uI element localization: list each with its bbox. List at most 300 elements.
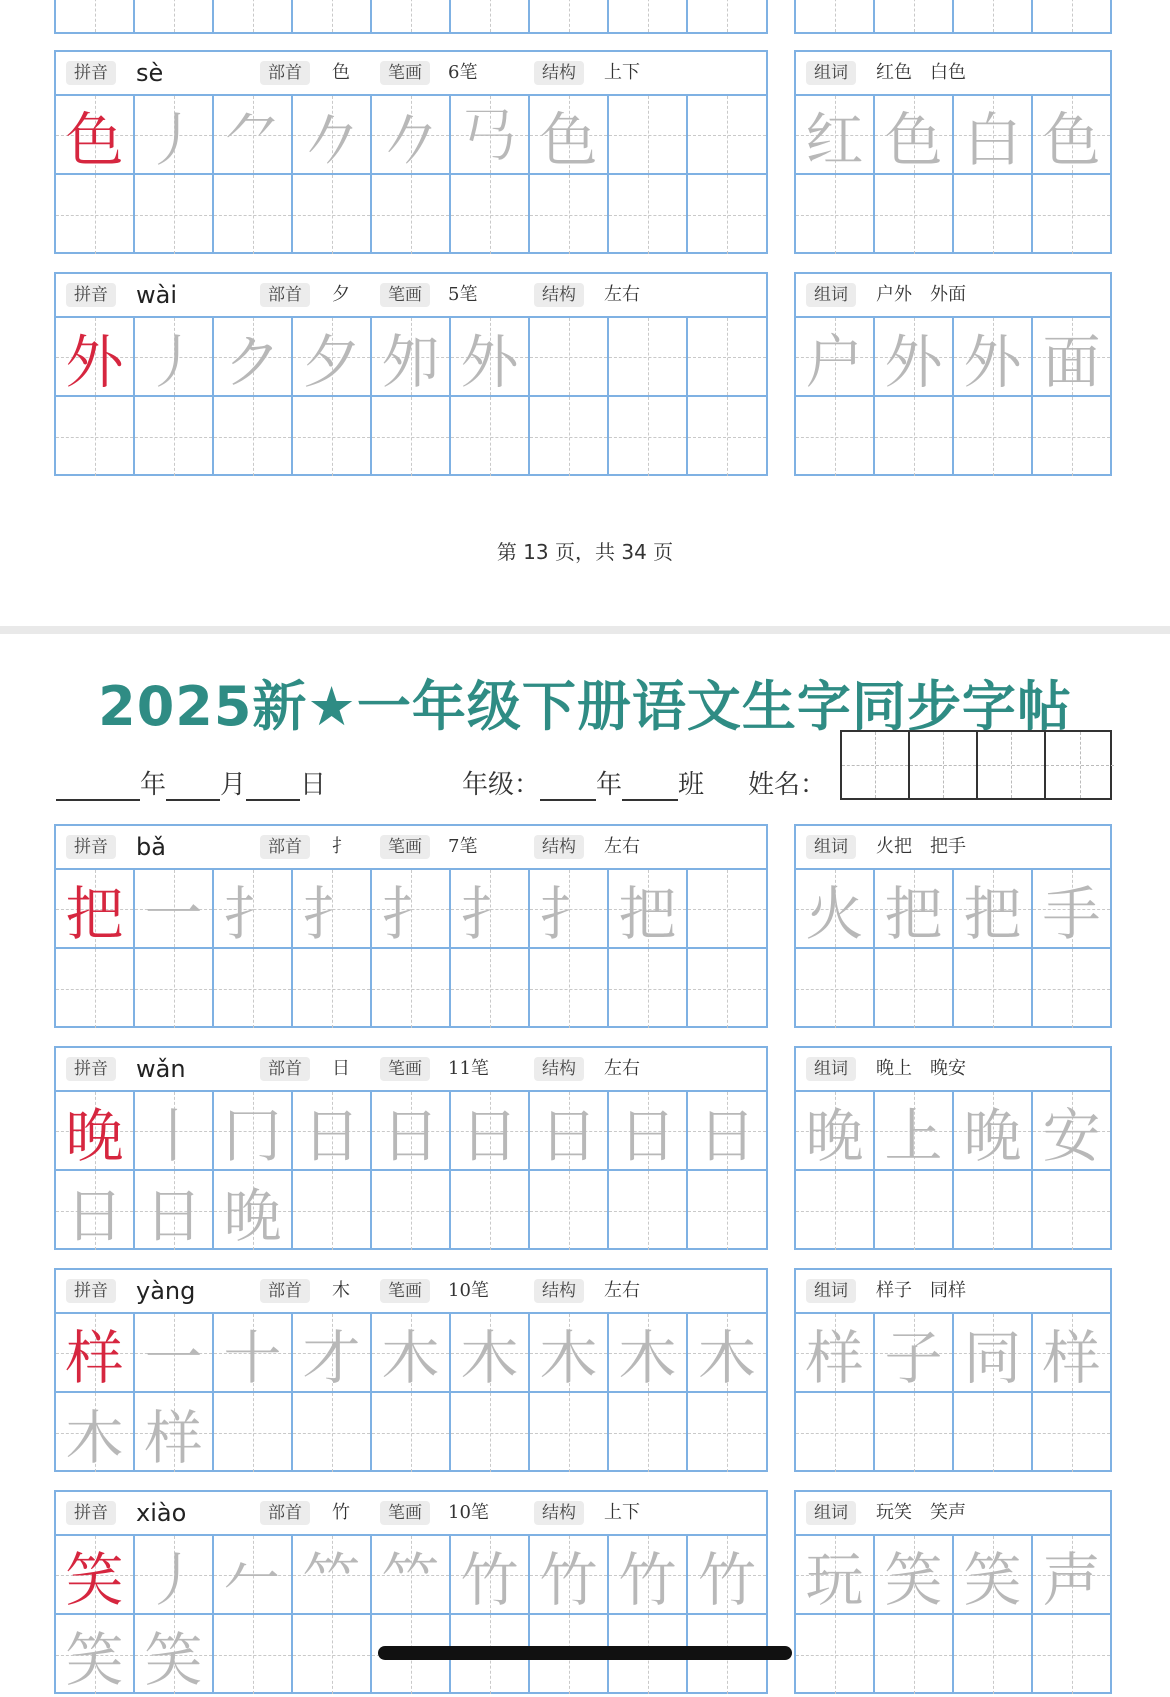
name-writing-box[interactable] xyxy=(840,730,1112,800)
day-label: 日 xyxy=(300,770,327,800)
writing-cell[interactable] xyxy=(688,175,766,254)
radical-tag: 部首 xyxy=(260,283,310,307)
word-trace-character: 样 xyxy=(1042,1323,1101,1392)
stroke-order-character: 丨 xyxy=(144,1101,203,1170)
word-writing-cell[interactable] xyxy=(875,1171,954,1250)
writing-cell[interactable] xyxy=(530,175,609,254)
word-writing-cell[interactable] xyxy=(954,1615,1033,1694)
writing-cell[interactable] xyxy=(214,949,293,1028)
words-tag: 组词 xyxy=(806,1279,856,1303)
stroke-order-character: 𠂊 xyxy=(302,105,361,174)
writing-cell[interactable] xyxy=(609,96,688,175)
character-info-header xyxy=(56,1270,766,1314)
word-writing-cell[interactable] xyxy=(796,96,875,175)
character-practice-block xyxy=(54,1268,768,1472)
word-writing-cell[interactable] xyxy=(875,1092,954,1171)
stroke-order-character: 夘 xyxy=(381,327,440,396)
writing-cell[interactable] xyxy=(688,1092,766,1171)
word-header xyxy=(796,826,1110,870)
word-writing-cell[interactable] xyxy=(1033,1314,1110,1393)
word-writing-cell[interactable] xyxy=(1033,397,1110,476)
writing-cell[interactable] xyxy=(214,318,293,397)
pinyin-value: bǎ xyxy=(136,833,166,861)
word-writing-cell[interactable] xyxy=(954,1393,1033,1472)
stroke-order-character: 日 xyxy=(697,1101,756,1170)
writing-cell[interactable] xyxy=(372,175,451,254)
stroke-order-character: 𢎘 xyxy=(460,102,519,170)
grade-label: 年级： xyxy=(462,770,541,800)
structure-tag: 结构 xyxy=(534,283,584,307)
writing-cell[interactable] xyxy=(688,318,766,397)
writing-cell[interactable] xyxy=(688,949,766,1028)
word-trace-character: 同 xyxy=(963,1323,1022,1392)
writing-cell[interactable] xyxy=(56,949,135,1028)
writing-cell[interactable] xyxy=(293,1092,372,1171)
writing-cell[interactable] xyxy=(372,96,451,175)
writing-cell[interactable] xyxy=(135,1314,214,1393)
structure-tag: 结构 xyxy=(534,1057,584,1081)
writing-cell[interactable] xyxy=(372,949,451,1028)
strokes-value: 5笔 xyxy=(448,284,478,305)
writing-cell[interactable] xyxy=(56,1314,135,1393)
character-info-header xyxy=(56,1048,766,1092)
pinyin-value: wǎn xyxy=(136,1055,186,1083)
stroke-order-character: 日 xyxy=(539,1101,598,1170)
word-writing-cell[interactable] xyxy=(796,1171,875,1250)
writing-cell[interactable] xyxy=(688,870,766,949)
stroke-order-character: 日 xyxy=(618,1101,677,1170)
word-trace-character: 白 xyxy=(963,105,1022,174)
writing-cell[interactable] xyxy=(135,397,214,476)
writing-cell[interactable] xyxy=(609,1092,688,1171)
stroke-order-character: 晚 xyxy=(223,1181,282,1250)
writing-cell[interactable] xyxy=(135,870,214,949)
writing-cell[interactable] xyxy=(609,397,688,476)
word-trace-character: 外 xyxy=(963,327,1022,396)
word-writing-cell[interactable] xyxy=(875,397,954,476)
word-trace-character: 户 xyxy=(805,327,864,396)
writing-cell[interactable] xyxy=(293,1615,372,1694)
pinyin-tag: 拼音 xyxy=(66,1501,116,1525)
writing-cell[interactable] xyxy=(56,1171,135,1250)
class-label: 班 xyxy=(678,770,705,800)
radical-value: 木 xyxy=(332,1280,350,1301)
word-trace-character: 样 xyxy=(805,1323,864,1392)
writing-cell[interactable] xyxy=(293,397,372,476)
structure-value: 上下 xyxy=(604,1502,640,1523)
worksheet-page-14 xyxy=(0,634,1170,1694)
stroke-order-character: 才 xyxy=(302,1323,361,1392)
writing-cell[interactable] xyxy=(530,1393,609,1472)
word-writing-cell[interactable] xyxy=(796,1314,875,1393)
radical-value: 日 xyxy=(332,1058,350,1079)
writing-cell[interactable] xyxy=(293,1314,372,1393)
word-writing-cell[interactable] xyxy=(954,870,1033,949)
word-practice-block xyxy=(794,50,1112,254)
structure-tag: 结构 xyxy=(534,1279,584,1303)
word-trace-character: 笑 xyxy=(963,1545,1022,1614)
word-writing-cell[interactable] xyxy=(875,870,954,949)
words-value: 户外 外面 xyxy=(876,284,966,305)
word-trace-character: 笑 xyxy=(884,1545,943,1614)
stroke-order-character: 一 xyxy=(144,879,203,948)
writing-cell[interactable] xyxy=(688,1393,766,1472)
stroke-order-character: 木 xyxy=(460,1323,519,1392)
writing-cell[interactable] xyxy=(293,870,372,949)
model-character: 外 xyxy=(65,327,124,396)
writing-cell[interactable] xyxy=(293,949,372,1028)
word-trace-character: 红 xyxy=(805,105,864,174)
word-writing-cell[interactable] xyxy=(875,175,954,254)
word-writing-cell[interactable] xyxy=(796,1536,875,1615)
word-writing-cell[interactable] xyxy=(1033,1615,1110,1694)
writing-cell[interactable] xyxy=(293,96,372,175)
writing-cell[interactable] xyxy=(530,1092,609,1171)
writing-cell[interactable] xyxy=(372,1171,451,1250)
strokes-value: 10笔 xyxy=(448,1280,489,1301)
character-info-header xyxy=(56,826,766,870)
stroke-order-character: 外 xyxy=(460,327,519,396)
writing-cell[interactable] xyxy=(451,1314,530,1393)
writing-cell[interactable] xyxy=(688,1171,766,1250)
stroke-order-character: 日 xyxy=(381,1101,440,1170)
writing-cell[interactable] xyxy=(135,1393,214,1472)
word-writing-cell[interactable] xyxy=(796,397,875,476)
writing-cell[interactable] xyxy=(214,1314,293,1393)
writing-cell[interactable] xyxy=(530,1171,609,1250)
date-line xyxy=(56,764,326,801)
writing-cell[interactable] xyxy=(56,1092,135,1171)
word-writing-cell[interactable] xyxy=(954,949,1033,1028)
word-practice-block xyxy=(794,1268,1112,1472)
writing-cell[interactable] xyxy=(214,1393,293,1472)
pinyin-tag: 拼音 xyxy=(66,61,116,85)
writing-cell[interactable] xyxy=(135,949,214,1028)
writing-cell[interactable] xyxy=(451,1393,530,1472)
page-number: 第 13 页，共 34 页 xyxy=(496,540,674,564)
stroke-order-character: 木 xyxy=(697,1323,756,1392)
words-tag: 组词 xyxy=(806,61,856,85)
word-writing-cell[interactable] xyxy=(796,318,875,397)
writing-cell[interactable] xyxy=(56,1615,135,1694)
strokes-tag: 笔画 xyxy=(380,1279,430,1303)
word-header xyxy=(796,1270,1110,1314)
word-trace-character: 子 xyxy=(884,1323,943,1392)
writing-cell[interactable] xyxy=(135,318,214,397)
stroke-order-character: 日 xyxy=(144,1181,203,1250)
word-writing-cell[interactable] xyxy=(954,96,1033,175)
words-value: 玩笑 笑声 xyxy=(876,1502,966,1523)
word-trace-character: 面 xyxy=(1042,327,1101,396)
word-writing-cell[interactable] xyxy=(875,1314,954,1393)
word-writing-cell[interactable] xyxy=(1033,1092,1110,1171)
writing-cell[interactable] xyxy=(451,96,530,175)
radical-value: 夕 xyxy=(332,284,350,305)
word-writing-cell[interactable] xyxy=(954,1314,1033,1393)
writing-cell[interactable] xyxy=(135,1615,214,1694)
pinyin-tag: 拼音 xyxy=(66,283,116,307)
writing-cell[interactable] xyxy=(530,397,609,476)
stroke-order-character: 竹 xyxy=(460,1545,519,1614)
writing-cell[interactable] xyxy=(609,870,688,949)
writing-cell[interactable] xyxy=(372,870,451,949)
writing-cell[interactable] xyxy=(214,397,293,476)
writing-cell[interactable] xyxy=(530,1314,609,1393)
strokes-tag: 笔画 xyxy=(380,283,430,307)
writing-cell[interactable] xyxy=(609,949,688,1028)
cut-off-word-row xyxy=(794,0,1112,34)
word-writing-cell[interactable] xyxy=(796,1393,875,1472)
writing-cell[interactable] xyxy=(135,1536,214,1615)
structure-tag: 结构 xyxy=(534,61,584,85)
word-writing-cell[interactable] xyxy=(1033,870,1110,949)
word-writing-cell[interactable] xyxy=(954,1092,1033,1171)
writing-cell[interactable] xyxy=(530,870,609,949)
stroke-order-character: 丿 xyxy=(144,1545,203,1614)
word-trace-character: 把 xyxy=(884,879,943,948)
pinyin-value: sè xyxy=(136,59,164,87)
writing-cell[interactable] xyxy=(688,96,766,175)
word-trace-character: 色 xyxy=(1042,105,1101,174)
writing-cell[interactable] xyxy=(451,175,530,254)
writing-cell[interactable] xyxy=(214,1536,293,1615)
stroke-order-character: 木 xyxy=(381,1323,440,1392)
word-writing-cell[interactable] xyxy=(954,397,1033,476)
month-label: 月 xyxy=(220,770,247,800)
word-writing-cell[interactable] xyxy=(1033,96,1110,175)
character-practice-block xyxy=(54,50,768,254)
radical-tag: 部首 xyxy=(260,1279,310,1303)
worksheet-title: 2025新★一年级下册语文生字同步字帖 xyxy=(98,675,1072,738)
stroke-order-character: 𠂉 xyxy=(223,1545,282,1614)
character-practice-block xyxy=(54,824,768,1028)
word-header xyxy=(796,274,1110,318)
writing-cell[interactable] xyxy=(688,1314,766,1393)
stroke-order-character: 𠂊 xyxy=(381,105,440,174)
character-info-header xyxy=(56,274,766,318)
writing-cell[interactable] xyxy=(135,175,214,254)
word-header xyxy=(796,1048,1110,1092)
radical-tag: 部首 xyxy=(260,1057,310,1081)
writing-cell[interactable] xyxy=(56,397,135,476)
stroke-order-character: 竹 xyxy=(697,1545,756,1614)
word-writing-cell[interactable] xyxy=(954,175,1033,254)
structure-value: 左右 xyxy=(604,836,640,857)
model-character: 晚 xyxy=(65,1101,124,1170)
character-info-header xyxy=(56,52,766,96)
writing-cell[interactable] xyxy=(56,1536,135,1615)
word-writing-cell[interactable] xyxy=(875,1536,954,1615)
word-writing-cell[interactable] xyxy=(1033,1171,1110,1250)
word-writing-cell[interactable] xyxy=(875,1615,954,1694)
writing-cell[interactable] xyxy=(293,1536,372,1615)
radical-tag: 部首 xyxy=(260,61,310,85)
word-header xyxy=(796,52,1110,96)
word-writing-cell[interactable] xyxy=(1033,949,1110,1028)
stroke-order-character: ⺈ xyxy=(223,105,282,174)
word-writing-cell[interactable] xyxy=(954,1536,1033,1615)
writing-cell[interactable] xyxy=(609,1393,688,1472)
stroke-order-character: 扌 xyxy=(539,879,598,948)
character-practice-block xyxy=(54,272,768,476)
writing-cell[interactable] xyxy=(135,1171,214,1250)
structure-value: 左右 xyxy=(604,1280,640,1301)
writing-cell[interactable] xyxy=(56,175,135,254)
word-trace-character: 火 xyxy=(805,879,864,948)
words-tag: 组词 xyxy=(806,1057,856,1081)
word-writing-cell[interactable] xyxy=(875,1393,954,1472)
writing-cell[interactable] xyxy=(451,1536,530,1615)
page-separator xyxy=(0,626,1170,634)
writing-cell[interactable] xyxy=(451,1092,530,1171)
writing-cell[interactable] xyxy=(451,949,530,1028)
strokes-value: 6笔 xyxy=(448,62,478,83)
writing-cell[interactable] xyxy=(214,1171,293,1250)
writing-cell[interactable] xyxy=(135,1092,214,1171)
word-writing-cell[interactable] xyxy=(796,1092,875,1171)
word-trace-character: 安 xyxy=(1042,1101,1101,1170)
stroke-order-character: 把 xyxy=(618,879,677,948)
stroke-order-character: 竹 xyxy=(618,1545,677,1614)
writing-cell[interactable] xyxy=(293,318,372,397)
stroke-order-character: 十 xyxy=(223,1323,282,1392)
word-trace-character: 声 xyxy=(1042,1545,1101,1614)
stroke-order-character: ク xyxy=(223,327,282,396)
character-practice-block xyxy=(54,1046,768,1250)
model-character: 把 xyxy=(65,879,124,948)
pinyin-value: wài xyxy=(136,281,178,309)
home-indicator[interactable] xyxy=(378,1646,792,1660)
stroke-order-character: 扌 xyxy=(302,879,361,948)
stroke-order-character: 笑 xyxy=(65,1625,124,1694)
grade-line xyxy=(462,764,704,801)
word-writing-cell[interactable] xyxy=(954,318,1033,397)
word-practice-block xyxy=(794,1046,1112,1250)
writing-cell[interactable] xyxy=(372,318,451,397)
pinyin-value: xiào xyxy=(136,1499,187,1527)
worksheet-page-13 xyxy=(0,0,1170,626)
stroke-order-character: 扌 xyxy=(381,879,440,948)
word-writing-cell[interactable] xyxy=(954,1171,1033,1250)
word-writing-cell[interactable] xyxy=(796,175,875,254)
stroke-order-character: 日 xyxy=(460,1101,519,1170)
writing-cell[interactable] xyxy=(451,870,530,949)
writing-cell[interactable] xyxy=(609,175,688,254)
word-writing-cell[interactable] xyxy=(796,1615,875,1694)
word-writing-cell[interactable] xyxy=(1033,1393,1110,1472)
year-label: 年 xyxy=(140,770,167,800)
writing-cell[interactable] xyxy=(293,1171,372,1250)
words-value: 样子 同样 xyxy=(876,1280,966,1301)
word-trace-character: 外 xyxy=(884,327,943,396)
writing-cell[interactable] xyxy=(372,397,451,476)
word-writing-cell[interactable] xyxy=(1033,318,1110,397)
structure-value: 左右 xyxy=(604,1058,640,1079)
writing-cell[interactable] xyxy=(214,1092,293,1171)
writing-cell[interactable] xyxy=(530,96,609,175)
words-tag: 组词 xyxy=(806,1501,856,1525)
word-practice-block xyxy=(794,1490,1112,1694)
structure-value: 上下 xyxy=(604,62,640,83)
stroke-order-character: 𥫗 xyxy=(302,1545,361,1614)
structure-tag: 结构 xyxy=(534,1501,584,1525)
writing-cell[interactable] xyxy=(293,175,372,254)
stroke-order-character: 夕 xyxy=(302,327,361,396)
word-trace-character: 玩 xyxy=(805,1545,864,1614)
writing-cell[interactable] xyxy=(135,96,214,175)
stroke-order-character: 丿 xyxy=(144,105,203,174)
writing-cell[interactable] xyxy=(451,397,530,476)
writing-cell[interactable] xyxy=(372,1314,451,1393)
writing-cell[interactable] xyxy=(451,318,530,397)
radical-value: 扌 xyxy=(332,836,350,857)
word-writing-cell[interactable] xyxy=(796,949,875,1028)
word-trace-character: 晚 xyxy=(963,1101,1022,1170)
writing-cell[interactable] xyxy=(293,1393,372,1472)
writing-cell[interactable] xyxy=(56,1393,135,1472)
word-writing-cell[interactable] xyxy=(796,870,875,949)
radical-tag: 部首 xyxy=(260,835,310,859)
writing-cell[interactable] xyxy=(56,96,135,175)
stroke-order-character: 木 xyxy=(618,1323,677,1392)
writing-cell[interactable] xyxy=(688,397,766,476)
writing-cell[interactable] xyxy=(530,949,609,1028)
pinyin-tag: 拼音 xyxy=(66,1057,116,1081)
stroke-order-character: 木 xyxy=(539,1323,598,1392)
writing-cell[interactable] xyxy=(214,870,293,949)
writing-cell[interactable] xyxy=(372,1536,451,1615)
writing-cell[interactable] xyxy=(609,318,688,397)
writing-cell[interactable] xyxy=(372,1092,451,1171)
grade-year-label: 年 xyxy=(596,770,623,800)
writing-cell[interactable] xyxy=(372,1393,451,1472)
writing-cell[interactable] xyxy=(214,1615,293,1694)
word-writing-cell[interactable] xyxy=(875,318,954,397)
stroke-order-character: 一 xyxy=(144,1323,203,1392)
structure-tag: 结构 xyxy=(534,835,584,859)
word-writing-cell[interactable] xyxy=(875,96,954,175)
stroke-order-character: 𥫗 xyxy=(381,1545,440,1614)
words-value: 火把 把手 xyxy=(876,836,966,857)
writing-cell[interactable] xyxy=(609,1171,688,1250)
structure-value: 左右 xyxy=(604,284,640,305)
word-trace-character: 手 xyxy=(1042,879,1101,948)
writing-cell[interactable] xyxy=(214,96,293,175)
cut-off-practice-row xyxy=(54,0,768,34)
word-writing-cell[interactable] xyxy=(1033,175,1110,254)
writing-cell[interactable] xyxy=(688,1536,766,1615)
writing-cell[interactable] xyxy=(451,1171,530,1250)
stroke-order-character: 扌 xyxy=(223,879,282,948)
writing-cell[interactable] xyxy=(609,1314,688,1393)
stroke-order-character: 日 xyxy=(65,1181,124,1250)
model-character: 笑 xyxy=(65,1545,124,1614)
writing-cell[interactable] xyxy=(56,318,135,397)
writing-cell[interactable] xyxy=(530,1536,609,1615)
writing-cell[interactable] xyxy=(530,318,609,397)
writing-cell[interactable] xyxy=(214,175,293,254)
writing-cell[interactable] xyxy=(56,870,135,949)
word-writing-cell[interactable] xyxy=(1033,1536,1110,1615)
stroke-order-character: 木 xyxy=(65,1403,124,1472)
writing-cell[interactable] xyxy=(609,1536,688,1615)
word-writing-cell[interactable] xyxy=(875,949,954,1028)
radical-value: 竹 xyxy=(332,1502,350,1523)
word-practice-block xyxy=(794,272,1112,476)
stroke-order-character: 丿 xyxy=(144,327,203,396)
strokes-tag: 笔画 xyxy=(380,61,430,85)
model-character: 色 xyxy=(65,105,124,174)
